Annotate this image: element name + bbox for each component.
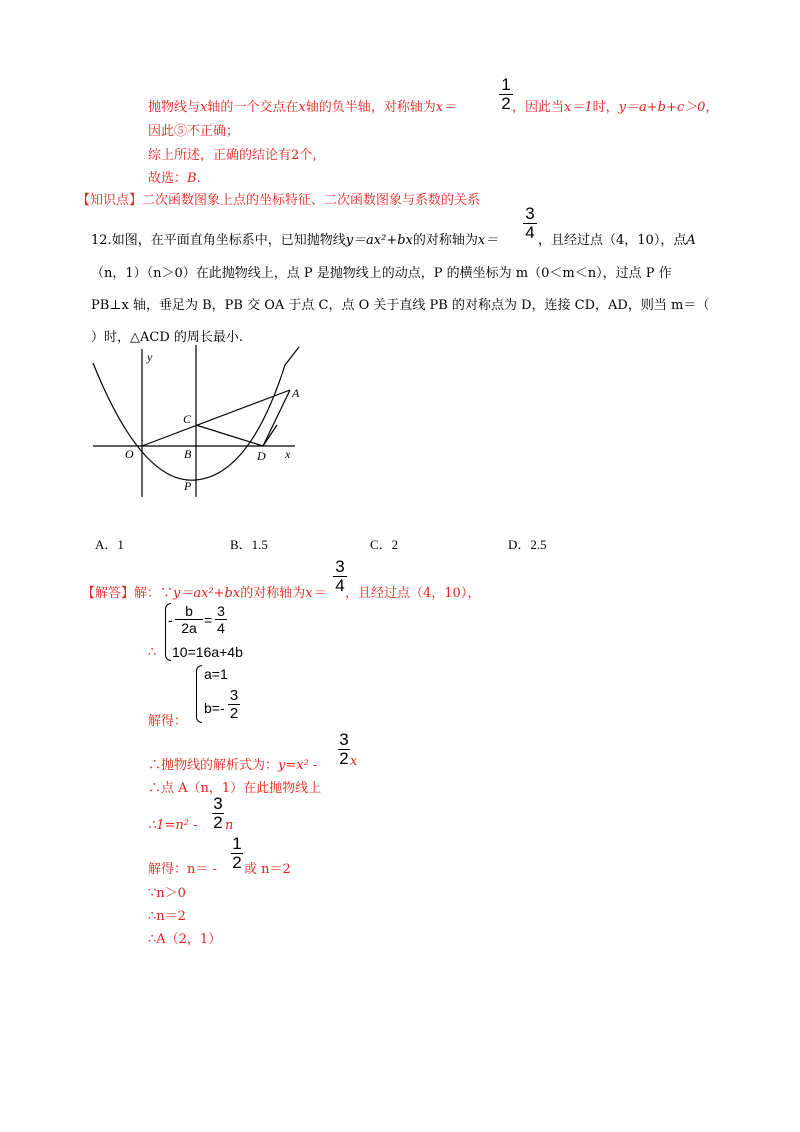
solved-line: 解得：n＝ - xyxy=(148,862,217,877)
question-line4: ）时，△ACD 的周长最小. xyxy=(91,330,244,345)
equation-fraction: 3 2 xyxy=(213,794,223,832)
option-c[interactable]: C．2 xyxy=(370,537,399,552)
question-line1: 12.如图，在平面直角坐标系中，已知抛物线y＝ax²+bx的对称轴为x＝ xyxy=(91,233,499,248)
prev-solution-line2: 因此⑤不正确； xyxy=(148,124,240,139)
system-fraction-three-quarters: 3 4 xyxy=(213,603,229,636)
question-line2: （n，1）（n＞0）在此抛物线上，点 P 是抛物线上的动点，P 的横坐标为 m（0＜m＜n），过点 P 作 xyxy=(91,266,672,281)
analytic-x: x xyxy=(350,754,358,769)
option-a[interactable]: A．1 xyxy=(95,537,124,552)
label-c: C xyxy=(183,412,192,426)
label-o: O xyxy=(125,447,134,461)
solved-fraction-half: 1 2 xyxy=(232,834,242,872)
prev-solution-line3: 综上所述，正确的结论有2个， xyxy=(148,148,326,163)
system-equals: = xyxy=(204,612,213,628)
prev-fraction-half: 1 2 xyxy=(497,76,515,113)
point-a-line: ∴点 A（n，1）在此抛物线上 xyxy=(148,781,322,796)
segment-ad-ext xyxy=(263,425,277,446)
a-coords-line: ∴A（2，1） xyxy=(148,932,222,947)
answer-fraction-three-quarters: 3 4 xyxy=(331,558,349,595)
knowledge-tag: 【知识点】 xyxy=(77,193,143,208)
therefore-symbol: ∴ xyxy=(148,645,157,660)
solution-b: b=- xyxy=(204,700,225,716)
option-d[interactable]: D．2.5 xyxy=(508,537,547,552)
system-minus: - xyxy=(168,612,173,628)
equation-line: ∴1=n² - xyxy=(148,818,198,833)
prev-solution-line1: 抛物线与x轴的一个交点在x轴的负半轴，对称轴为x＝ xyxy=(148,100,457,115)
label-a: A xyxy=(292,386,300,400)
segment-cd xyxy=(196,425,263,446)
segment-oa xyxy=(142,390,290,446)
system-fraction-b-2a: b 2a xyxy=(172,603,206,636)
solved-line-tail: 或 n＝2 xyxy=(244,862,291,877)
knowledge-text: 二次函数图象上点的坐标特征、二次函数图象与系数的关系 xyxy=(142,193,481,208)
analytic-line: ∴抛物线的解析式为：y=x² - xyxy=(148,758,318,773)
question-line1-tail: ，且经过点（4，10），点A xyxy=(538,233,696,248)
question-number: 12. xyxy=(91,233,112,248)
answer-intro-tail: ，且经过点（4，10）， xyxy=(345,586,481,601)
solution-fraction-three-halves: 3 2 xyxy=(229,687,239,722)
label-p: P xyxy=(184,479,192,493)
solve-label: 解得： xyxy=(148,714,188,729)
analytic-fraction: 3 2 xyxy=(339,730,349,768)
n-equals-line: ∴n＝2 xyxy=(148,909,186,924)
label-y: y xyxy=(147,350,153,364)
question-fraction-three-quarters: 3 4 xyxy=(521,205,539,242)
system-eq2: 10=16a+4b xyxy=(172,644,243,660)
equation-n: n xyxy=(225,818,234,833)
label-d: D xyxy=(257,449,266,463)
prev-solution-line1-tail: ，因此当x＝1时，y＝a+b+c＞0， xyxy=(512,100,719,115)
answer-tag: 【解答】 xyxy=(82,586,135,601)
parabola-figure xyxy=(85,345,310,500)
option-b[interactable]: B．1.5 xyxy=(230,537,268,552)
question-line3: PB⊥x 轴，垂足为 B，PB 交 OA 于点 C，点 O 关于直线 PB 的对称点为 D，连接 CD，AD，则当 m＝（ xyxy=(91,298,710,313)
prev-solution-line4: 故选：B. xyxy=(148,171,201,186)
knowledge-point xyxy=(77,189,480,208)
label-b: B xyxy=(184,447,192,461)
solution-a: a=1 xyxy=(204,666,228,682)
label-x: x xyxy=(285,447,291,461)
because-line: ∵n＞0 xyxy=(148,886,186,901)
answer-intro: 【解答】解：∵y＝ax²+bx的对称轴为x＝ xyxy=(82,586,326,601)
solution-brace xyxy=(196,665,202,723)
